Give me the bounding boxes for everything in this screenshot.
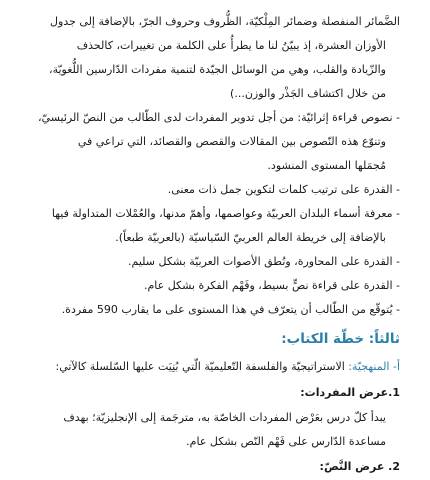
item-1-line: يبدأ كلّ درس بعَرْض المفردات الخاصّة به، مترجَمة إلى الإنجليزيّة؛ بهدف: [63, 411, 386, 424]
text-line: - يُتوقّع من الطّالب أن يتعرّف في هذا المستوى على ما يقارب 590 مفردة.: [61, 303, 400, 316]
item-1-line: مساعدة الدّارس على فَهْم النّص بشكل عام.: [186, 435, 386, 448]
text-line: من خلال اكتشاف الجَذْر والوزن...): [230, 87, 386, 100]
text-line: الضَّمائر المنفصلة وضمائر المِلْكيّة، الظُّروف وحروف الجرّ، بالإضافة إلى جدول: [50, 15, 400, 28]
text-line: بالإضافة إلى خريطة العالم العربيّ السّياسيّة (بالعربيّة طبعاً).: [115, 231, 386, 244]
text-line: - نصوص قراءة إثرائيّة: من أجل تدوير المفردات لدى الطّالب من النصّ الرئيسيّ،: [37, 111, 400, 124]
methodology-text: الاستراتيجيّة والفلسفة التّعليميّة الّتي بُنِيَت عليها السّلسلة كالآتي:: [55, 360, 349, 373]
text-line: - القدرة على المحاورة، ونُطق الأصوات العربيّة بشكل سليم.: [128, 255, 400, 268]
text-line: - معرفة أسماء البلدان العربيّة وعواصمها، وأهمّ مدنها، والعُمْلات المتداولة فيها: [51, 207, 400, 220]
text-line: مُجمَلها المستوى المنشود.: [267, 159, 386, 172]
text-line: - القدرة على ترتيب كلمات لتكوين جمل ذات معنى.: [167, 183, 400, 196]
methodology-label: أ- المنهجيّة:: [348, 360, 400, 373]
text-line: والزّيادة والقلب، وهي من الوسائل الجيّدة لتنمية مفردات الدّارسين اللُّغويّة،: [49, 63, 386, 76]
text-line: - القدرة على قراءة نصٍّ بسيط، وفَهْم الفكرة بشكل عام.: [143, 279, 400, 292]
text-line: الأوزان العشرة، إذ يبيّنُ لنا ما يطرأُ على الكلمة من تغييرات، كالحذف: [76, 39, 386, 52]
section-heading: ثالثاً: خطّة الكتاب:: [281, 331, 400, 347]
text-line: وتنوّع هذه النّصوص بين المقالات والقصص والقصائد، التي تراعي في: [77, 135, 386, 148]
item-1-heading: 1.عرض المفردات:: [300, 386, 400, 399]
methodology-line: [30, 354, 400, 380]
item-2-heading: 2. عرض النَّصّ:: [319, 460, 400, 473]
